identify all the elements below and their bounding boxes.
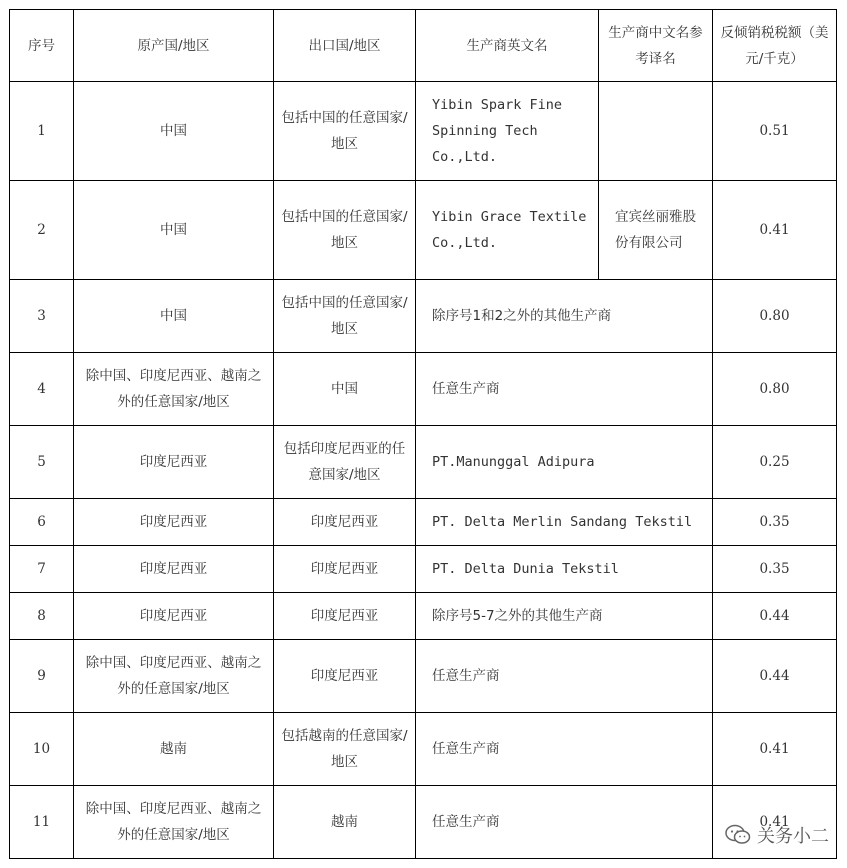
row-export: 越南 — [274, 786, 416, 859]
row-origin: 中国 — [74, 280, 274, 353]
row-no: 5 — [10, 426, 74, 499]
row-no: 9 — [10, 640, 74, 713]
row-producer-en: Yibin Spark Fine Spinning Tech Co.,Ltd. — [416, 82, 599, 181]
header-producer-cn: 生产商中文名参考译名 — [599, 10, 713, 82]
row-producer: 任意生产商 — [416, 640, 713, 713]
row-export: 包括越南的任意国家/地区 — [274, 713, 416, 786]
row-rate: 0.35 — [713, 499, 837, 546]
row-rate: 0.41 — [713, 786, 837, 859]
header-origin: 原产国/地区 — [74, 10, 274, 82]
row-no: 10 — [10, 713, 74, 786]
row-rate: 0.41 — [713, 181, 837, 280]
row-origin: 越南 — [74, 713, 274, 786]
wechat-icon — [725, 824, 751, 846]
row-producer: 任意生产商 — [416, 713, 713, 786]
row-producer: 除序号5-7之外的其他生产商 — [416, 593, 713, 640]
table-row — [10, 426, 837, 499]
table-row — [10, 593, 837, 640]
table-row — [10, 82, 837, 181]
row-export: 包括中国的任意国家/地区 — [274, 82, 416, 181]
row-origin: 印度尼西亚 — [74, 593, 274, 640]
row-export: 印度尼西亚 — [274, 593, 416, 640]
row-export: 印度尼西亚 — [274, 640, 416, 713]
watermark-text: 关务小二 — [757, 826, 829, 847]
row-no: 6 — [10, 499, 74, 546]
header-no: 序号 — [10, 10, 74, 82]
row-export: 包括中国的任意国家/地区 — [274, 280, 416, 353]
row-no: 4 — [10, 353, 74, 426]
row-producer: 任意生产商 — [416, 353, 713, 426]
table-row — [10, 181, 837, 280]
row-origin: 中国 — [74, 181, 274, 280]
row-origin: 中国 — [74, 82, 274, 181]
row-export: 印度尼西亚 — [274, 546, 416, 593]
row-no: 3 — [10, 280, 74, 353]
table-row — [10, 546, 837, 593]
row-producer-en: Yibin Grace Textile Co.,Ltd. — [416, 181, 599, 280]
row-origin: 印度尼西亚 — [74, 426, 274, 499]
table-header-row — [10, 10, 837, 82]
row-origin: 印度尼西亚 — [74, 546, 274, 593]
row-export: 包括中国的任意国家/地区 — [274, 181, 416, 280]
table-row — [10, 713, 837, 786]
row-no: 1 — [10, 82, 74, 181]
row-rate: 0.51 — [713, 82, 837, 181]
anti-dumping-duty-table — [9, 9, 837, 859]
watermark — [725, 822, 829, 848]
row-no: 8 — [10, 593, 74, 640]
row-rate: 0.25 — [713, 426, 837, 499]
row-origin: 除中国、印度尼西亚、越南之外的任意国家/地区 — [74, 353, 274, 426]
row-producer-cn — [599, 82, 713, 181]
row-origin: 除中国、印度尼西亚、越南之外的任意国家/地区 — [74, 640, 274, 713]
header-producer-en: 生产商英文名 — [416, 10, 599, 82]
row-producer: PT. Delta Merlin Sandang Tekstil — [416, 499, 713, 546]
row-producer-cn: 宜宾丝丽雅股份有限公司 — [599, 181, 713, 280]
row-rate: 0.35 — [713, 546, 837, 593]
row-origin: 印度尼西亚 — [74, 499, 274, 546]
row-rate: 0.44 — [713, 640, 837, 713]
table-row — [10, 786, 837, 859]
row-no: 11 — [10, 786, 74, 859]
row-rate: 0.41 — [713, 713, 837, 786]
row-producer: PT. Delta Dunia Tekstil — [416, 546, 713, 593]
row-rate: 0.44 — [713, 593, 837, 640]
header-rate: 反倾销税税额（美元/千克） — [713, 10, 837, 82]
row-export: 中国 — [274, 353, 416, 426]
row-export: 包括印度尼西亚的任意国家/地区 — [274, 426, 416, 499]
row-producer: PT.Manunggal Adipura — [416, 426, 713, 499]
table-row — [10, 640, 837, 713]
row-rate: 0.80 — [713, 353, 837, 426]
table-row — [10, 353, 837, 426]
header-export: 出口国/地区 — [274, 10, 416, 82]
row-producer: 任意生产商 — [416, 786, 713, 859]
table-row — [10, 499, 837, 546]
row-producer: 除序号1和2之外的其他生产商 — [416, 280, 713, 353]
row-no: 7 — [10, 546, 74, 593]
row-rate: 0.80 — [713, 280, 837, 353]
row-no: 2 — [10, 181, 74, 280]
row-origin: 除中国、印度尼西亚、越南之外的任意国家/地区 — [74, 786, 274, 859]
table-row — [10, 280, 837, 353]
row-export: 印度尼西亚 — [274, 499, 416, 546]
